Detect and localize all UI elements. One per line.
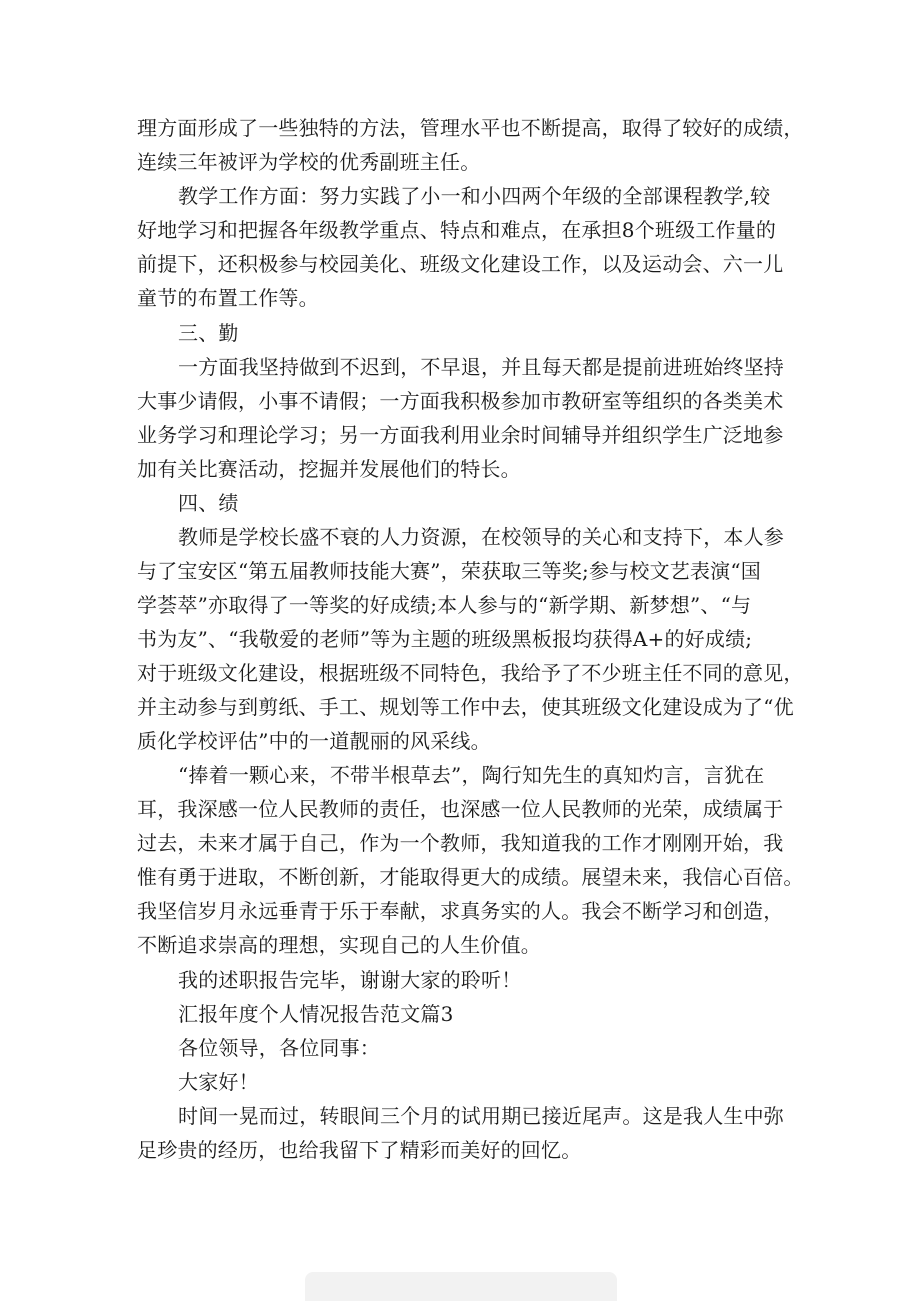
- text-line: 教学工作方面：努力实践了小一和小四两个年级的全部课程教学,较: [178, 184, 771, 208]
- text-line: 一方面我坚持做到不迟到，不早退，并且每天都是提前进班始终坚持: [178, 355, 784, 379]
- text-line: 教师是学校长盛不衰的人力资源，在校领导的关心和支持下，本人参: [178, 525, 784, 549]
- section-heading: 四、绩: [178, 491, 239, 515]
- text-line: 质化学校评估”中的一道靓丽的风采线。: [137, 729, 491, 753]
- text-line: 学荟萃”亦取得了一等奖的好成绩;本人参与的“新学期、新梦想”、“与: [137, 593, 752, 617]
- text-line: 耳，我深感一位人民教师的责任，也深感一位人民教师的光荣，成绩属于: [137, 797, 784, 821]
- text-line: 惟有勇于进取，不断创新，才能取得更大的成绩。展望未来，我信心百倍。: [137, 865, 804, 889]
- text-line: 好地学习和把握各年级教学重点、特点和难点，在承担8个班级工作量的: [137, 218, 777, 242]
- text-line: 足珍贵的经历，也给我留下了精彩而美好的回忆。: [137, 1138, 582, 1162]
- greeting: 大家好！: [178, 1070, 259, 1094]
- article-title: 汇报年度个人情况报告范文篇3: [178, 1002, 454, 1026]
- text-line: 业务学习和理论学习；另一方面我利用业余时间辅导并组织学生广泛地参: [137, 423, 784, 447]
- text-line: 书为友”、“我敬爱的老师”等为主题的班级黑板报均获得A+的好成绩;: [137, 627, 753, 651]
- section-heading: 三、勤: [178, 321, 239, 345]
- text-line: 并主动参与到剪纸、手工、规划等工作中去，使其班级文化建设成为了“优: [137, 695, 794, 719]
- text-line: 加有关比赛活动，挖掘并发展他们的特长。: [137, 457, 521, 481]
- text-line: 时间一晃而过，转眼间三个月的试用期已接近尾声。这是我人生中弥: [178, 1104, 784, 1128]
- text-line: 不断追求崇高的理想，实现自己的人生价值。: [137, 933, 541, 957]
- text-line: 对于班级文化建设，根据班级不同特色，我给予了不少班主任不同的意见，: [137, 661, 804, 685]
- text-line: 理方面形成了一些独特的方法，管理水平也不断提高，取得了较好的成绩，: [137, 116, 804, 140]
- text-line: 大事少请假，小事不请假；一方面我积极参加市教研室等组织的各类美术: [137, 389, 784, 413]
- text-line: 与了宝安区“第五届教师技能大赛”，荣获取三等奖;参与校文艺表演“国: [137, 559, 762, 583]
- salutation: 各位领导，各位同事：: [178, 1036, 380, 1060]
- text-line: 前提下，还积极参与校园美化、班级文化建设工作，以及运动会、六一儿: [137, 252, 784, 276]
- page-footer-tab: [305, 1272, 617, 1301]
- text-line: 过去，未来才属于自己，作为一个教师，我知道我的工作才刚刚开始，我: [137, 831, 784, 855]
- text-line: 童节的布置工作等。: [137, 286, 319, 310]
- text-line: 我的述职报告完毕，谢谢大家的聆听！: [178, 968, 522, 992]
- text-line: “捧着一颗心来，不带半根草去”，陶行知先生的真知灼言，言犹在: [178, 763, 765, 787]
- text-line: 连续三年被评为学校的优秀副班主任。: [137, 150, 481, 174]
- text-line: 我坚信岁月永远垂青于乐于奉献，求真务实的人。我会不断学习和创造，: [137, 899, 784, 923]
